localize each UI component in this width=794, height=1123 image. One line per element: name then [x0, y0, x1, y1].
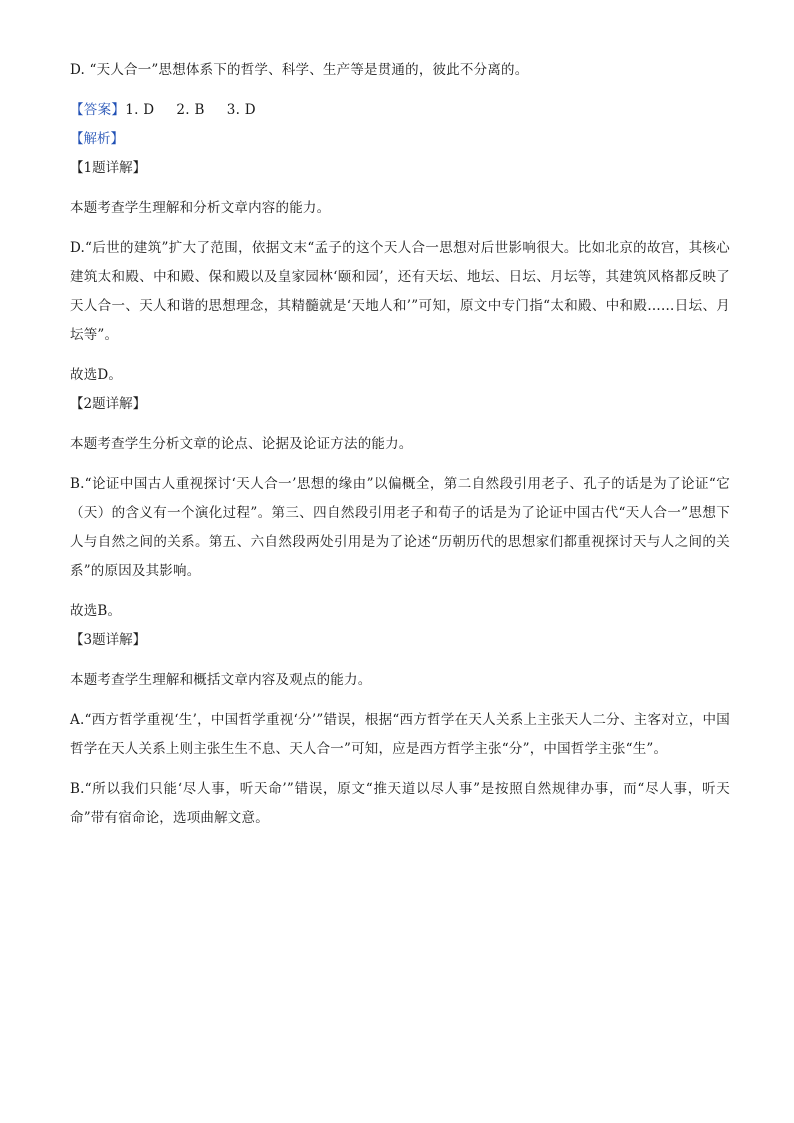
answer-item-3: 3. D: [226, 102, 256, 118]
q2-intro: 本题考查学生分析文章的论点、论据及论证方法的能力。: [70, 436, 413, 452]
q1-heading: 【1题详解】: [70, 160, 147, 176]
answer-tag: 【答案】: [70, 102, 126, 118]
q1-intro: 本题考查学生理解和分析文章内容的能力。: [70, 200, 331, 216]
analysis-tag: 【解析】: [70, 131, 124, 147]
q2-heading: 【2题详解】: [70, 396, 147, 412]
q2-body: B.“论证中国古人重视探讨‘天人合一’思想的缘由”以偏概全，第二自然段引用老子、孔子的话是为了论证“它（天）的含义有一个演化过程”。第三、四自然段引用老子和荀子的话是为了论证中国古代“天人合一”思想下人与自然之间的关系。第五、六自然段两处引用是为了论述“历朝历代的思想家们都重视探讨天与人之间的关系”的原因及其影响。: [70, 476, 731, 579]
option-d-statement: D. “天人合一”思想体系下的哲学、科学、生产等是贯通的，彼此不分离的。: [70, 62, 529, 78]
answer-line: [70, 96, 730, 125]
q1-conclusion: 故选D。: [70, 367, 123, 383]
q3-option-a: A.“西方哲学重视‘生’，中国哲学重视‘分’”错误，根据“西方哲学在天人关系上主张天人二分、主客对立，中国哲学在天人关系上则主张生生不息、天人合一”可知，应是西方哲学主张“分”，中国哲学主张“生”。: [70, 712, 730, 757]
answer-item-1: 1. D: [125, 102, 155, 118]
document-page: [70, 56, 730, 833]
answer-item-2: 2. B: [176, 102, 205, 118]
q3-heading: 【3题详解】: [70, 632, 147, 648]
q2-conclusion: 故选B。: [70, 603, 122, 619]
q1-body: D.“后世的建筑”扩大了范围，依据文末“孟子的这个天人合一思想对后世影响很大。比如北京的故宫，其核心建筑太和殿、中和殿、保和殿以及皇家园林‘颐和园’，还有天坛、地坛、日坛、月坛等，其建筑风格都反映了天人合一、天人和谐的思想理念，其精髓就是‘天地人和’”可知，原文中专门指“太和殿、中和殿……日坛、月坛等”。: [70, 240, 730, 343]
q3-intro: 本题考查学生理解和概括文章内容及观点的能力。: [70, 672, 372, 688]
q3-option-b: B.“所以我们只能‘尽人事，听天命’”错误，原文“推天道以尽人事”是按照自然规律办事，而“尽人事，听天命”带有宿命论，选项曲解文意。: [70, 781, 730, 826]
